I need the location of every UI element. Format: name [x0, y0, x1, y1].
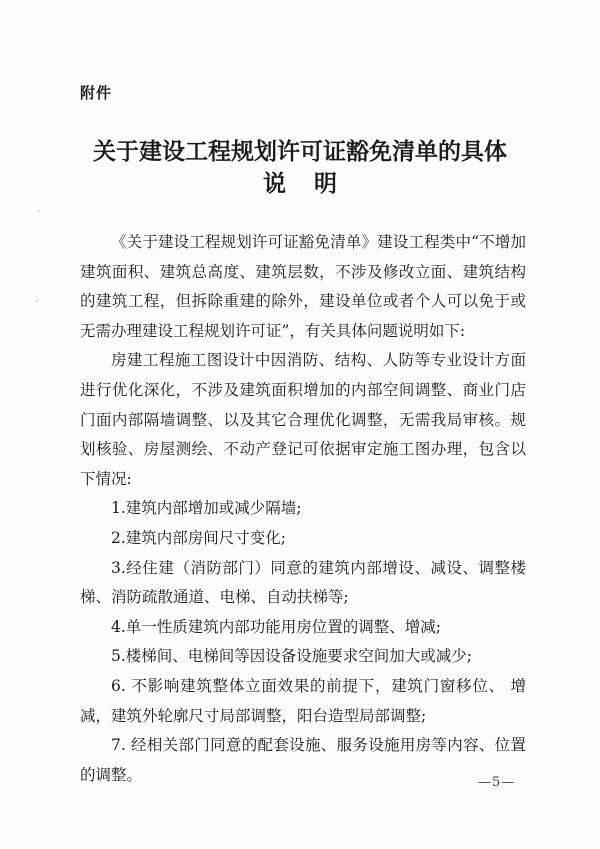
list-item-5: 5.楼梯间、电梯间等因设备设施要求空间加大或减少;	[111, 647, 473, 666]
scan-speck	[36, 300, 38, 302]
list-item-4: 4.单一性质建筑内部功能用房位置的调整、增减;	[111, 617, 442, 636]
list-item-1: 1.建筑内部增加或减少隔墙;	[111, 499, 302, 518]
list-item-6: 6. 不影响建筑整体立面效果的前提下，建筑门窗移位、 增减，建筑外轮廓尺寸局部调整，阳台造型局部调整;	[80, 676, 526, 725]
attachment-label: 附件	[80, 84, 113, 102]
list-item-7: 7. 经相关部门同意的配套设施、服务设施用房等内容、位置的调整。	[80, 736, 526, 784]
document-body	[80, 228, 526, 790]
page-number: —5—	[478, 775, 516, 790]
document-title-line-1: 关于建设工程规划许可证豁免清单的具体	[93, 139, 507, 165]
document-title-line-2: 说明	[263, 171, 365, 197]
list-item-2: 2.建筑内部房间尺寸变化;	[111, 528, 287, 547]
paragraph-description: 房建工程施工图设计中因消防、结构、人防等专业设计方面进行优化深化，不涉及建筑面积增加的内部空间调整、商业门店门面内部隔墙调整、以及其它合理优化调整，无需我局审核。规划核验、房屋测绘、不动产登记可依据审定施工图办理，包含以下情况:	[80, 351, 526, 488]
scan-speck	[38, 210, 40, 212]
list-item-3: 3.经住建（消防部门）同意的建筑内部增设、减设、调整楼梯、消防疏散通道、电梯、自动扶梯等;	[80, 558, 526, 607]
paragraph-intro: 《关于建设工程规划许可证豁免清单》建设工程类中“不增加建筑面积、建筑总高度、建筑层数，不涉及修改立面、建筑结构的建筑工程，但拆除重建的除外，建设单位或者个人可以免于或无需办理建设工程规划许可证”，有关具体问题说明如下:	[80, 233, 526, 340]
